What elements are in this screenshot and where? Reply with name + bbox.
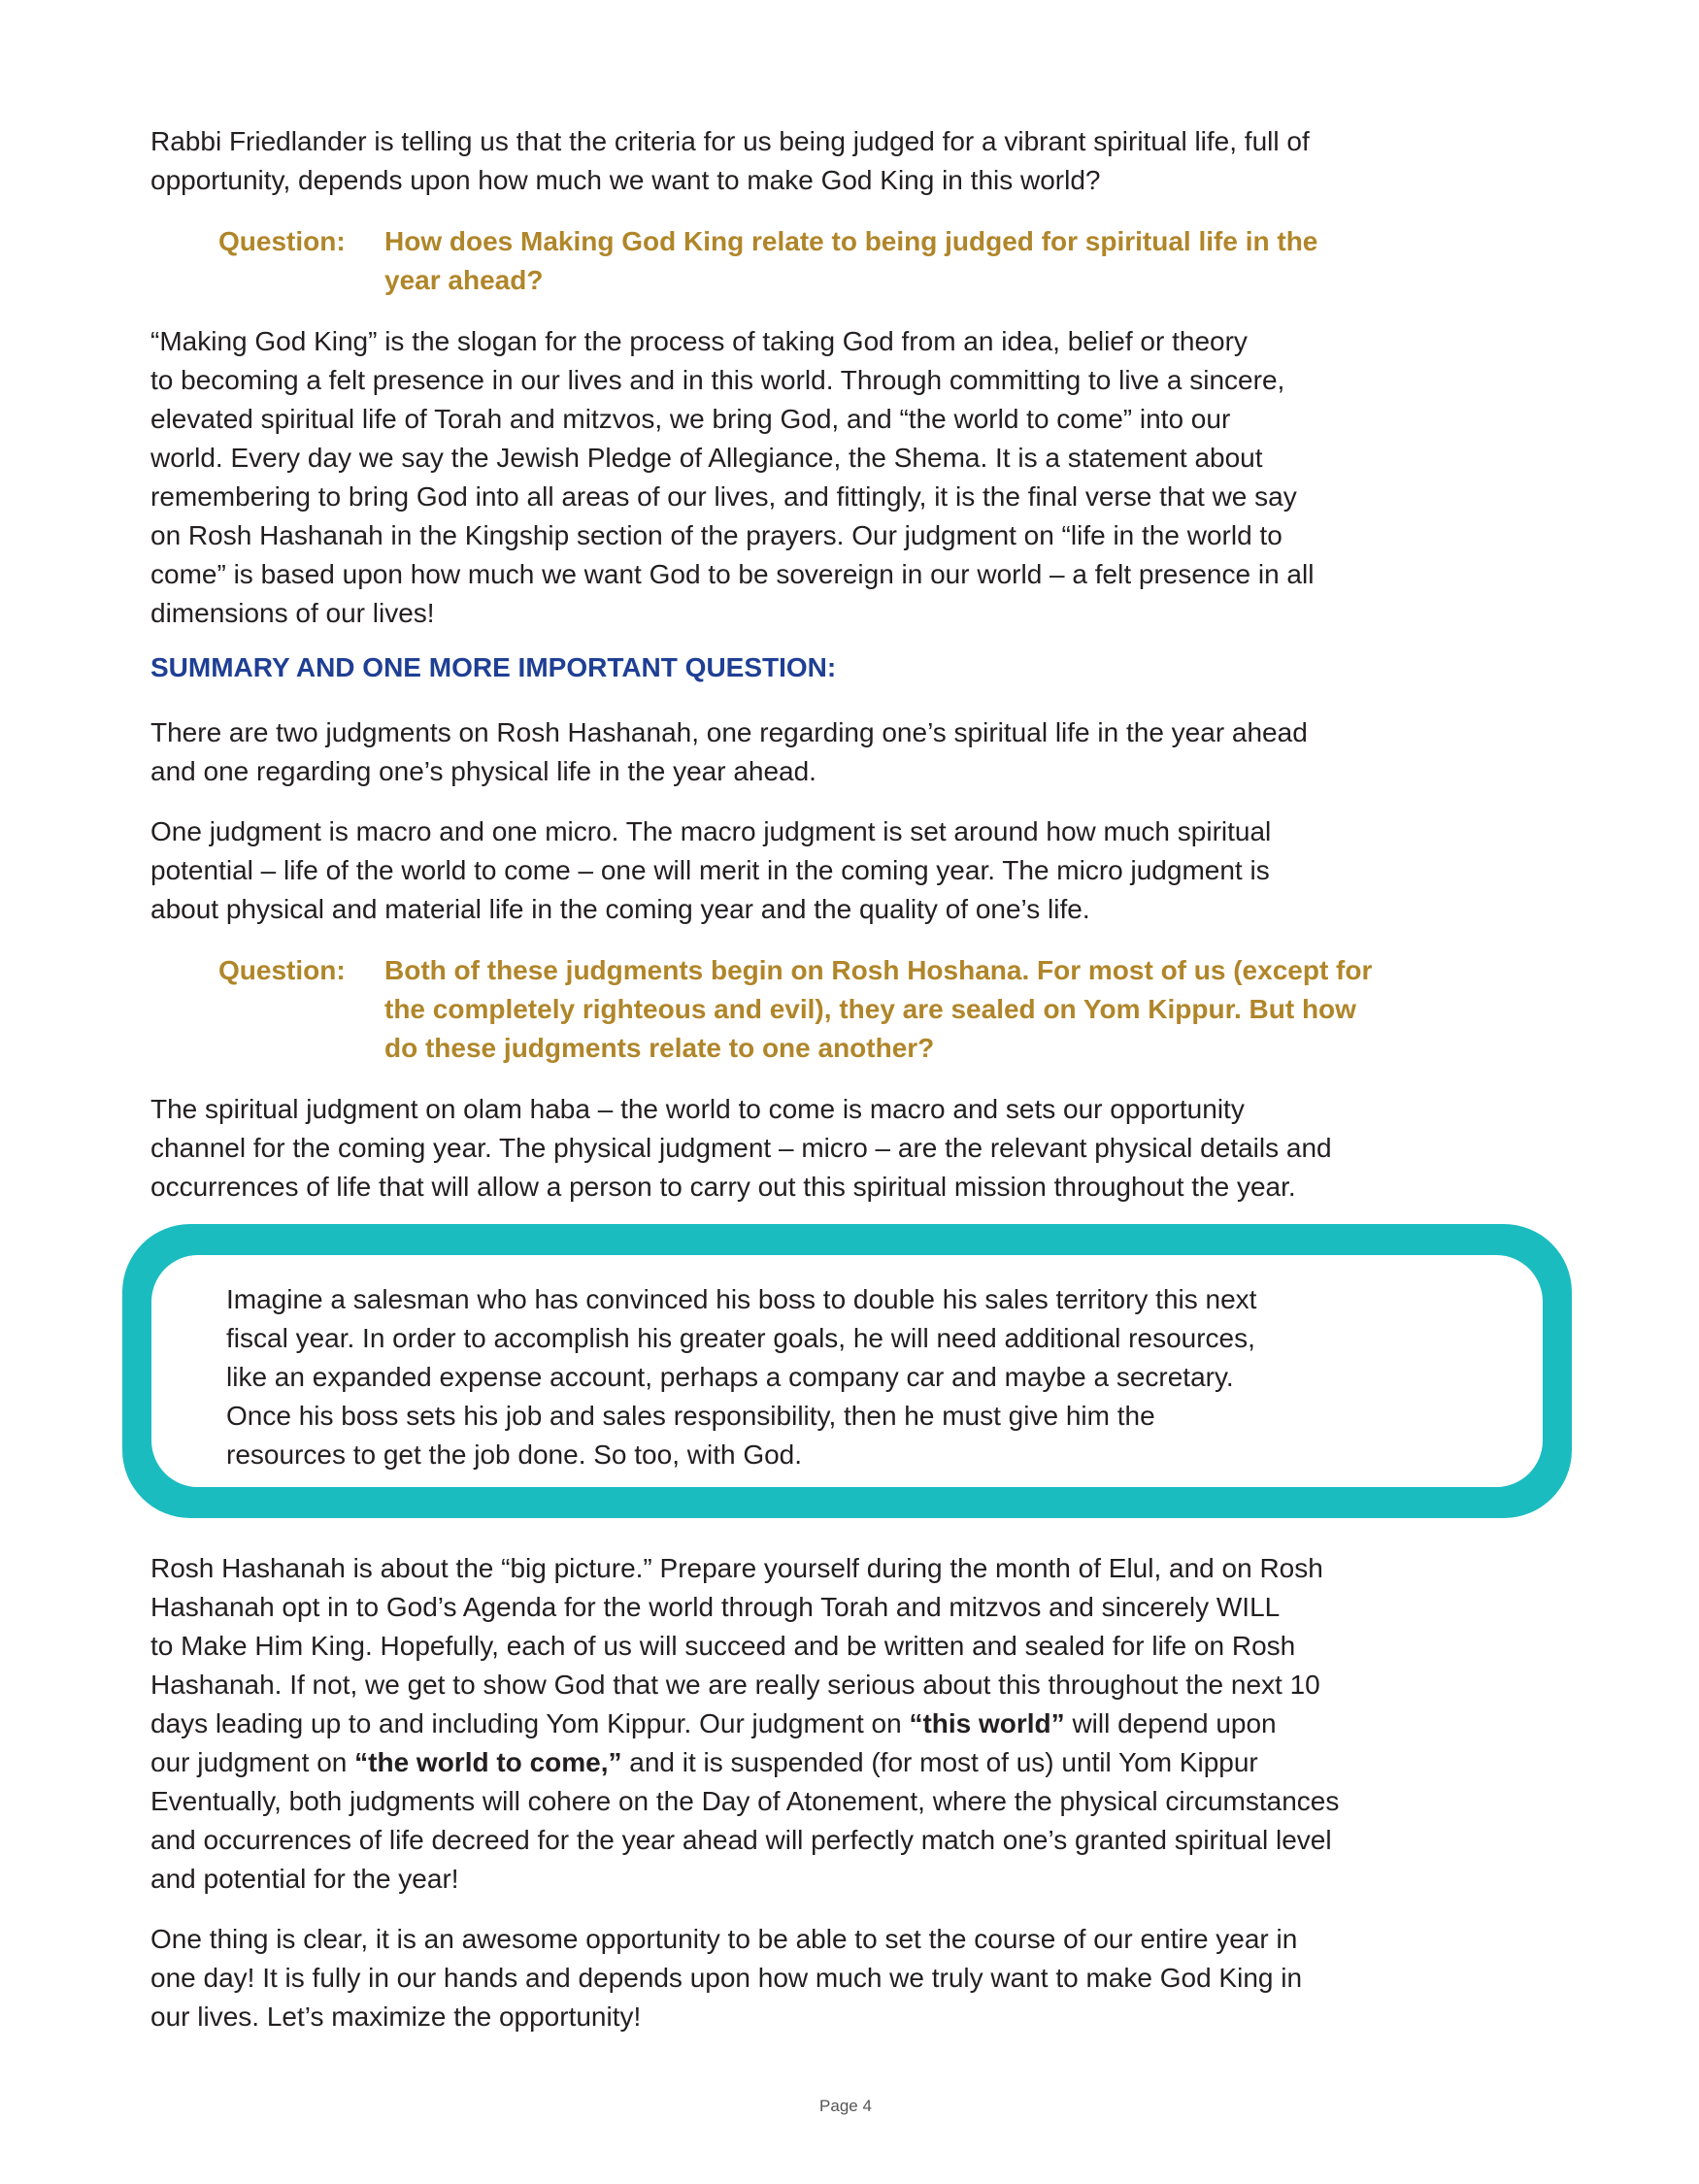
text-line: our lives. Let’s maximize the opportunity! bbox=[150, 2002, 642, 2032]
text-line: channel for the coming year. The physical judgment – micro – are the relevant physical details and bbox=[150, 1133, 1332, 1163]
text-line: world. Every day we say the Jewish Pledge of Allegiance, the Shema. It is a statement about bbox=[150, 443, 1263, 473]
text-line bbox=[150, 1704, 1339, 1743]
callout-text bbox=[226, 1280, 1256, 1474]
text-line: Rosh Hashanah is about the “big picture.” Prepare yourself during the month of Elul, and on Rosh bbox=[150, 1553, 1323, 1583]
spiritual-judgment-paragraph bbox=[150, 1090, 1332, 1207]
text-run: our judgment on bbox=[150, 1747, 355, 1777]
question-label: Question: bbox=[218, 955, 346, 985]
text-line: The spiritual judgment on olam haba – the world to come is macro and sets our opportunity bbox=[150, 1094, 1245, 1124]
text-line: Hashanah opt in to God’s Agenda for the world through Torah and mitzvos and sincerely WILL bbox=[150, 1592, 1281, 1622]
text-line: year ahead? bbox=[384, 265, 544, 295]
text-line: Eventually, both judgments will cohere on the Day of Atonement, where the physical circumstances bbox=[150, 1786, 1340, 1816]
text-line: to becoming a felt presence in our lives and in this world. Through committing to live a sincere, bbox=[150, 365, 1285, 395]
text-line: and occurrences of life decreed for the year ahead will perfectly match one’s granted spiritual level bbox=[150, 1825, 1332, 1855]
text-line: potential – life of the world to come – one will merit in the coming year. The micro judgment is bbox=[150, 855, 1270, 885]
text-line: One thing is clear, it is an awesome opportunity to be able to set the course of our entire year in bbox=[150, 1924, 1298, 1954]
text-line: one day! It is fully in our hands and depends upon how much we truly want to make God King in bbox=[150, 1963, 1303, 1993]
two-judgments-paragraph bbox=[150, 713, 1308, 791]
big-picture-paragraph bbox=[150, 1549, 1339, 1899]
text-line: on Rosh Hashanah in the Kingship section of the prayers. Our judgment on “life in the world to bbox=[150, 520, 1283, 550]
text-line: come” is based upon how much we want God to be sovereign in our world – a felt presence in all bbox=[150, 559, 1315, 589]
text-line: There are two judgments on Rosh Hashanah, one regarding one’s spiritual life in the year ahead bbox=[150, 717, 1308, 747]
making-god-king-paragraph bbox=[150, 322, 1314, 633]
closing-paragraph bbox=[150, 1920, 1302, 2036]
section-heading: SUMMARY AND ONE MORE IMPORTANT QUESTION: bbox=[150, 652, 837, 682]
text-line: and one regarding one’s physical life in the year ahead. bbox=[150, 756, 816, 786]
text-run: will depend upon bbox=[1064, 1708, 1277, 1738]
callout-inner bbox=[151, 1255, 1543, 1487]
text-line: “Making God King” is the slogan for the process of taking God from an idea, belief or theory bbox=[150, 326, 1248, 356]
text-line: Both of these judgments begin on Rosh Hoshana. For most of us (except for bbox=[384, 955, 1373, 985]
text-line: the completely righteous and evil), they are sealed on Yom Kippur. But how bbox=[384, 994, 1356, 1024]
page-number: Page 4 bbox=[819, 2097, 872, 2115]
text-line: do these judgments relate to one another? bbox=[384, 1033, 935, 1063]
text-line: fiscal year. In order to accomplish his greater goals, he will need additional resources, bbox=[226, 1323, 1255, 1353]
text-line: elevated spiritual life of Torah and mitzvos, we bring God, and “the world to come” into our bbox=[150, 404, 1231, 434]
text-line: resources to get the job done. So too, with God. bbox=[226, 1439, 803, 1470]
question-text bbox=[384, 951, 1372, 1068]
text-line: remembering to bring God into all areas of our lives, and fittingly, it is the final verse that we say bbox=[150, 481, 1297, 512]
text-line: like an expanded expense account, perhaps a company car and maybe a secretary. bbox=[226, 1362, 1234, 1392]
text-line: occurrences of life that will allow a person to carry out this spiritual mission throughout the year. bbox=[150, 1172, 1296, 1202]
text-line: Imagine a salesman who has convinced his boss to double his sales territory this next bbox=[226, 1284, 1257, 1314]
macro-micro-paragraph bbox=[150, 812, 1271, 929]
question-label: Question: bbox=[218, 226, 346, 256]
text-line: and potential for the year! bbox=[150, 1864, 459, 1894]
callout-box bbox=[122, 1224, 1572, 1518]
bold-text: “this world” bbox=[909, 1708, 1065, 1738]
text-line: to Make Him King. Hopefully, each of us will succeed and be written and sealed for life on Rosh bbox=[150, 1631, 1296, 1661]
text-run: and it is suspended (for most of us) until Yom Kippur bbox=[621, 1747, 1258, 1777]
bold-text: “the world to come,” bbox=[354, 1747, 622, 1777]
text-run: days leading up to and including Yom Kippur. Our judgment on bbox=[150, 1708, 910, 1738]
text-line: opportunity, depends upon how much we want to make God King in this world? bbox=[150, 165, 1101, 195]
text-line: Once his boss sets his job and sales responsibility, then he must give him the bbox=[226, 1401, 1155, 1431]
text-line: How does Making God King relate to being judged for spiritual life in the bbox=[384, 226, 1318, 256]
text-line: Rabbi Friedlander is telling us that the criteria for us being judged for a vibrant spiritual life, full of bbox=[150, 126, 1310, 156]
text-line: about physical and material life in the coming year and the quality of one’s life. bbox=[150, 894, 1090, 924]
question-text bbox=[384, 222, 1317, 300]
intro-paragraph bbox=[150, 122, 1310, 200]
text-line bbox=[150, 1743, 1339, 1782]
text-line: dimensions of our lives! bbox=[150, 598, 435, 628]
text-line: Hashanah. If not, we get to show God that we are really serious about this throughout the next 10 bbox=[150, 1670, 1320, 1700]
text-line: One judgment is macro and one micro. The macro judgment is set around how much spiritual bbox=[150, 816, 1272, 846]
